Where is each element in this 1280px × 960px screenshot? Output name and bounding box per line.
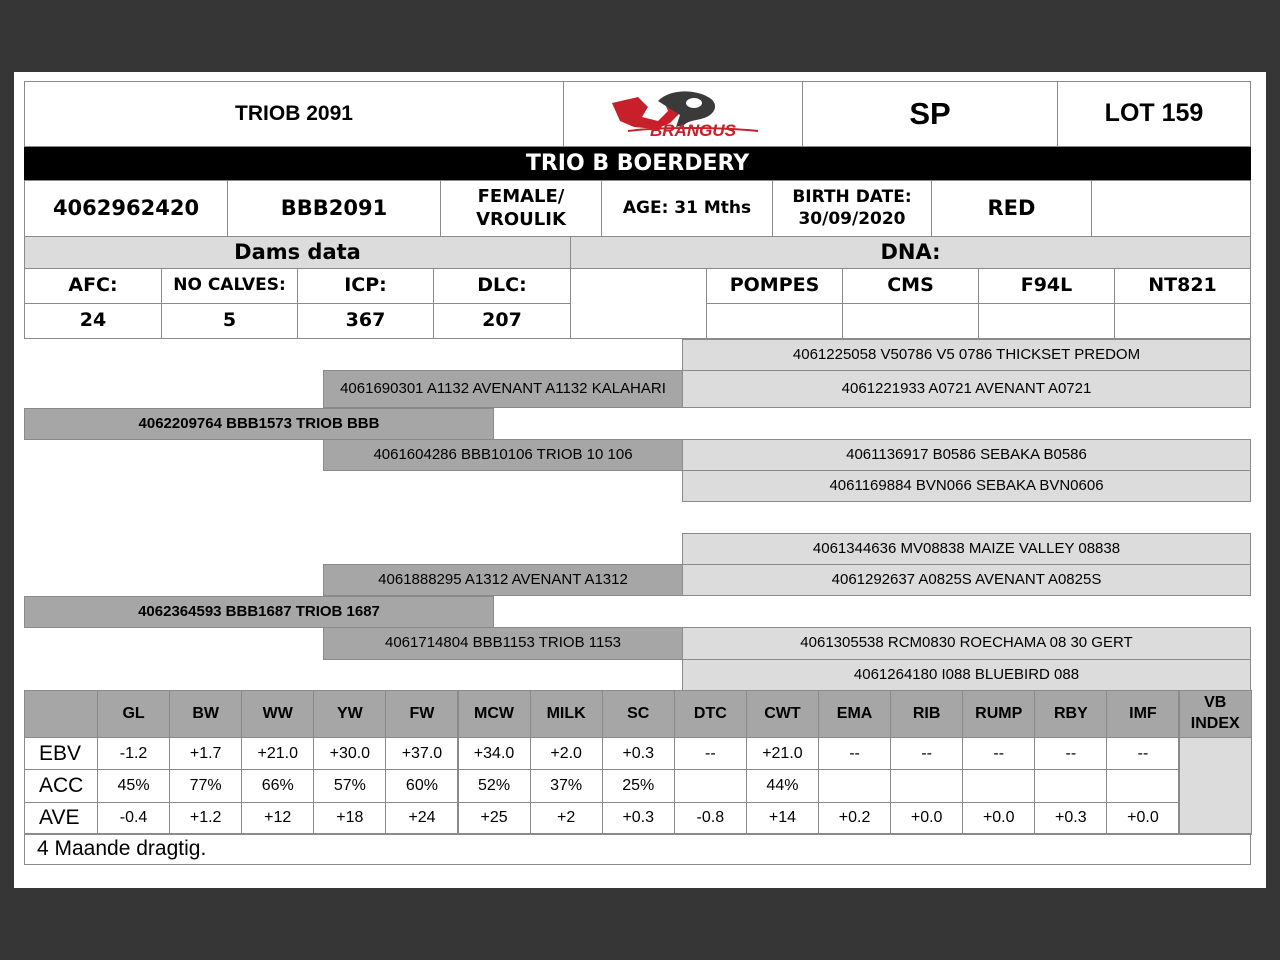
index-label: INDEX <box>1190 715 1240 732</box>
ebv-acc-milk: 37% <box>530 769 603 802</box>
dams-value-icp: 367 <box>297 303 434 339</box>
ebv-ave-mcw: +25 <box>458 802 531 835</box>
dams-header-icp: ICP: <box>297 268 434 304</box>
ebv-header-imf: IMF <box>1106 690 1179 738</box>
ebv-row-label-ebv: EBV <box>24 737 98 770</box>
ebv-ebv-rump: -- <box>962 737 1035 770</box>
age: AGE: 31 Mths <box>601 180 773 237</box>
ebv-ave-ema: +0.2 <box>818 802 891 835</box>
ebv-ave-rump: +0.0 <box>962 802 1035 835</box>
ebv-ave-ww: +12 <box>241 802 314 835</box>
pedigree-dam-dam: 4061714804 BBB1153 TRIOB 1153 <box>323 627 683 660</box>
ebv-ebv-cwt: +21.0 <box>746 737 819 770</box>
ebv-ave-yw: +18 <box>313 802 386 835</box>
dna-title: DNA: <box>570 236 1251 269</box>
dna-header-cms: CMS <box>842 268 979 304</box>
pedigree-sire-dam-sire: 4061136917 B0586 SEBAKA B0586 <box>682 439 1251 471</box>
animal-name: TRIOB 2091 <box>24 81 564 147</box>
ebv-acc-mcw: 52% <box>458 769 531 802</box>
ebv-header-gl: GL <box>97 690 170 738</box>
ebv-ave-bw: +1.2 <box>169 802 242 835</box>
ebv-acc-gl: 45% <box>97 769 170 802</box>
ebv-acc-ema <box>818 769 891 802</box>
dna-header-f94l: F94L <box>978 268 1115 304</box>
dams-header-no-calves: NO CALVES: <box>161 268 298 304</box>
dams-value-afc: 24 <box>24 303 162 339</box>
ebv-header-dtc: DTC <box>674 690 747 738</box>
sex-cell <box>440 180 602 237</box>
breeder-name: TRIO B BOERDERY <box>24 147 1251 180</box>
ebv-header-ww: WW <box>241 690 314 738</box>
ebv-acc-sc: 25% <box>602 769 675 802</box>
dna-blank-cell <box>570 268 707 339</box>
vb-label: VB <box>1204 694 1227 712</box>
pedigree-sire: 4062209764 BBB1573 TRIOB BBB <box>24 408 494 440</box>
dams-value-no-calves: 5 <box>161 303 298 339</box>
ebv-ave-rib: +0.0 <box>890 802 963 835</box>
pedigree-dam-sire-dam: 4061292637 A0825S AVENANT A0825S <box>682 564 1251 596</box>
sale-catalogue-card <box>14 72 1266 888</box>
pedigree-dam: 4062364593 BBB1687 TRIOB 1687 <box>24 596 494 628</box>
sex-english: FEMALE/ <box>477 186 565 207</box>
ebv-acc-cwt: 44% <box>746 769 819 802</box>
birth-date: 30/09/2020 <box>798 208 906 229</box>
ebv-ave-gl: -0.4 <box>97 802 170 835</box>
ebv-row-label-acc: ACC <box>24 769 98 802</box>
ebv-ebv-sc: +0.3 <box>602 737 675 770</box>
ebv-acc-rump <box>962 769 1035 802</box>
ebv-ave-dtc: -0.8 <box>674 802 747 835</box>
category-code: SP <box>802 81 1058 147</box>
brangus-logo-icon <box>598 87 768 141</box>
dams-value-dlc: 207 <box>433 303 571 339</box>
ebv-header-vb-index <box>1179 690 1253 738</box>
ebv-ebv-gl: -1.2 <box>97 737 170 770</box>
dams-data-title: Dams data <box>24 236 571 269</box>
ebv-ebv-yw: +30.0 <box>313 737 386 770</box>
ebv-ebv-imf: -- <box>1106 737 1179 770</box>
ebv-ebv-milk: +2.0 <box>530 737 603 770</box>
pedigree-dam-dam-dam: 4061264180 I088 BLUEBIRD 088 <box>682 659 1251 691</box>
pedigree-dam-sire: 4061888295 A1312 AVENANT A1312 <box>323 564 683 596</box>
ebv-acc-rib <box>890 769 963 802</box>
ebv-header-rby: RBY <box>1034 690 1107 738</box>
brangus-logo-cell <box>563 81 803 147</box>
dna-value-nt821 <box>1114 303 1251 339</box>
ebv-ave-milk: +2 <box>530 802 603 835</box>
lot-number: LOT 159 <box>1057 81 1251 147</box>
ebv-ebv-bw: +1.7 <box>169 737 242 770</box>
ebv-ave-cwt: +14 <box>746 802 819 835</box>
ebv-ebv-ww: +21.0 <box>241 737 314 770</box>
birth-date-cell <box>772 180 932 237</box>
animal-id: BBB2091 <box>227 180 441 237</box>
dams-header-dlc: DLC: <box>433 268 571 304</box>
pedigree-dam-sire-sire: 4061344636 MV08838 MAIZE VALLEY 08838 <box>682 533 1251 565</box>
ebv-header-fw: FW <box>385 690 458 738</box>
birth-date-label: BIRTH DATE: <box>792 187 912 208</box>
ebv-header-milk: MILK <box>530 690 603 738</box>
ebv-ave-sc: +0.3 <box>602 802 675 835</box>
ebv-ave-fw: +24 <box>385 802 458 835</box>
ebv-ebv-ema: -- <box>818 737 891 770</box>
ebv-acc-rby <box>1034 769 1107 802</box>
ebv-row-label-ave: AVE <box>24 802 98 835</box>
dna-value-pompes <box>706 303 843 339</box>
ebv-acc-yw: 57% <box>313 769 386 802</box>
dna-header-pompes: POMPES <box>706 268 843 304</box>
ebv-header-corner <box>24 690 98 738</box>
ebv-acc-fw: 60% <box>385 769 458 802</box>
logo-text: BRANGUS <box>650 121 736 140</box>
ebv-header-yw: YW <box>313 690 386 738</box>
ebv-header-cwt: CWT <box>746 690 819 738</box>
ebv-header-sc: SC <box>602 690 675 738</box>
sex-afrikaans: VROULIK <box>476 208 566 230</box>
ebv-ebv-rib: -- <box>890 737 963 770</box>
dna-value-f94l <box>978 303 1115 339</box>
ebv-ebv-fw: +37.0 <box>385 737 458 770</box>
ebv-header-rump: RUMP <box>962 690 1035 738</box>
pedigree-sire-sire: 4061690301 A1132 AVENANT A1132 KALAHARI <box>323 370 683 408</box>
blank-info-cell <box>1091 180 1251 237</box>
ebv-header-rib: RIB <box>890 690 963 738</box>
registration-number: 4062962420 <box>24 180 228 237</box>
ebv-header-mcw: MCW <box>458 690 531 738</box>
ebv-acc-bw: 77% <box>169 769 242 802</box>
dna-header-nt821: NT821 <box>1114 268 1251 304</box>
ebv-ave-rby: +0.3 <box>1034 802 1107 835</box>
dna-value-cms <box>842 303 979 339</box>
ebv-acc-dtc <box>674 769 747 802</box>
ebv-acc-imf <box>1106 769 1179 802</box>
pedigree-sire-sire-sire: 4061225058 V50786 V5 0786 THICKSET PREDOM <box>682 339 1251 371</box>
dams-header-afc: AFC: <box>24 268 162 304</box>
ebv-header-ema: EMA <box>818 690 891 738</box>
ebv-header-bw: BW <box>169 690 242 738</box>
colour: RED <box>931 180 1092 237</box>
pedigree-dam-dam-sire: 4061305538 RCM0830 ROECHAMA 08 30 GERT <box>682 627 1251 660</box>
ebv-ebv-dtc: -- <box>674 737 747 770</box>
ebv-ebv-rby: -- <box>1034 737 1107 770</box>
vb-index-value <box>1179 737 1253 835</box>
ebv-acc-ww: 66% <box>241 769 314 802</box>
ebv-ebv-mcw: +34.0 <box>458 737 531 770</box>
pedigree-sire-dam: 4061604286 BBB10106 TRIOB 10 106 <box>323 439 683 471</box>
pedigree-sire-sire-dam: 4061221933 A0721 AVENANT A0721 <box>682 370 1251 408</box>
pedigree-sire-dam-dam: 4061169884 BVN066 SEBAKA BVN0606 <box>682 470 1251 502</box>
remarks: 4 Maande dragtig. <box>24 833 1251 865</box>
ebv-ave-imf: +0.0 <box>1106 802 1179 835</box>
